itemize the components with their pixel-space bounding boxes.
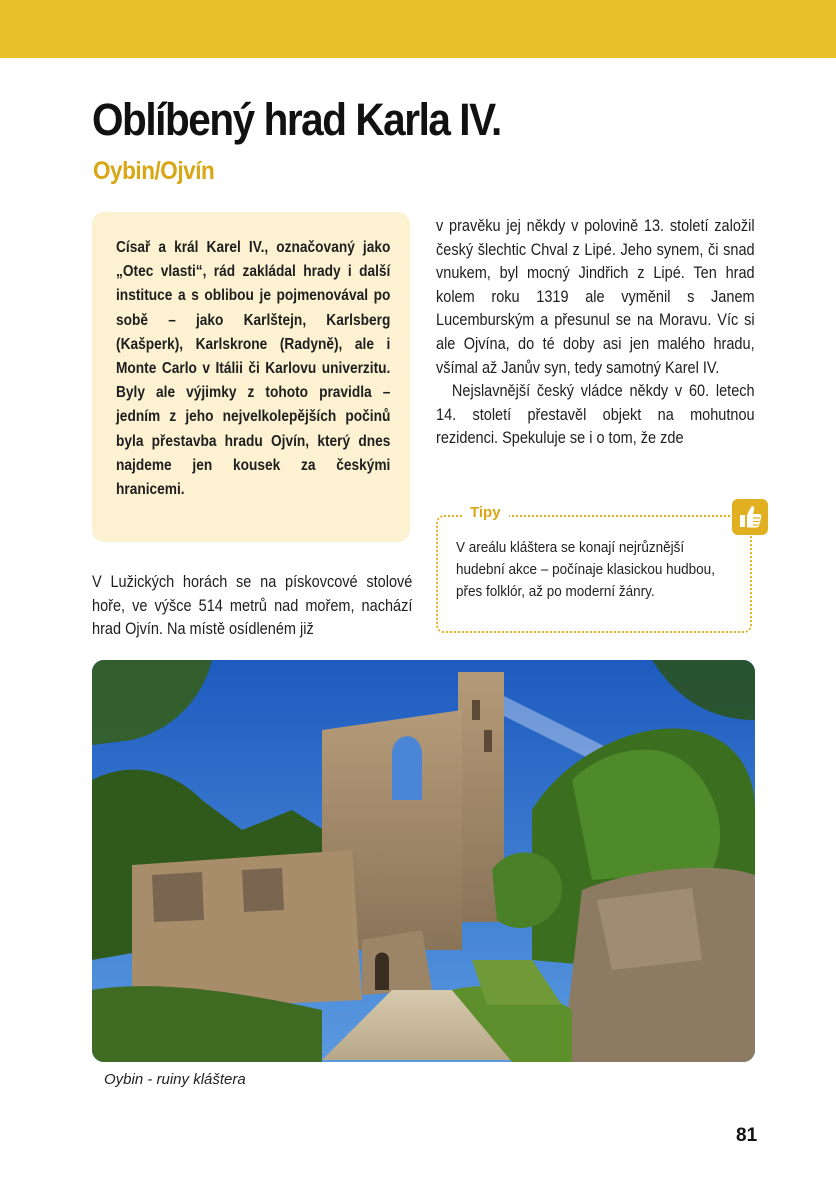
tips-text: V areálu kláštera se konají nejrůznější hudební akce – počínaje klasickou hudbou, přes folklór, až po moderní žánry. (456, 539, 715, 600)
body-text-left: V Lužických horách se na pískovcové stolové hoře, ve výšce 514 metrů nad mořem, nachází hrad Ojvín. Na místě osídleném již (92, 573, 413, 639)
body-paragraph-2: Nejslavnější český vládce někdy v 60. letech 14. století přestavěl objekt na mohutnou rezidenci. Spekuluje se i o tom, že zde (436, 382, 755, 448)
thumbs-up-icon (732, 499, 768, 535)
photo-caption: Oybin - ruiny kláštera (104, 1071, 246, 1088)
intro-box (92, 212, 410, 542)
intro-text: Císař a král Karel IV., označovaný jako „Otec vlasti“, rád zakládal hrady i další instituce a s oblibou je pojmenovával po sobě – jako Karlštejn, Karlsberg (Kašperk), Karlskrone (Radyně), ale i Monte Carlo v Itálii či Karlovu univerzitu. Byly ale výjimky z tohoto pravidla – jedním z jeho nejvelkolepějších počinů byla přestavba hradu Ojvín, který dnes najdeme jen kousek za českými hranicemi. (116, 239, 391, 499)
body-paragraph-1: v pravěku jej někdy v polovině 13. století založil český šlechtic Chval z Lipé. Jeho synem, či snad vnukem, byl mocný Jindřich z Lipé. Ten hrad kolem roku 1319 ale vyměnil s Janem Lucemburským a přesunul se na Moravu. Víc si ale Ojvína, do té doby asi jen malého hradu, všímal až Janův syn, tedy samotný Karel IV. (436, 217, 755, 377)
tips-label: Tipy (462, 504, 509, 521)
castle-ruins-photo (92, 660, 755, 1062)
tips-box (436, 504, 752, 633)
page-title: Oblíbený hrad Karla IV. (92, 94, 501, 145)
header-band (0, 0, 836, 58)
page-subtitle: Oybin/Ojvín (93, 157, 215, 185)
page-number: 81 (736, 1125, 758, 1146)
body-text-right (436, 215, 755, 451)
